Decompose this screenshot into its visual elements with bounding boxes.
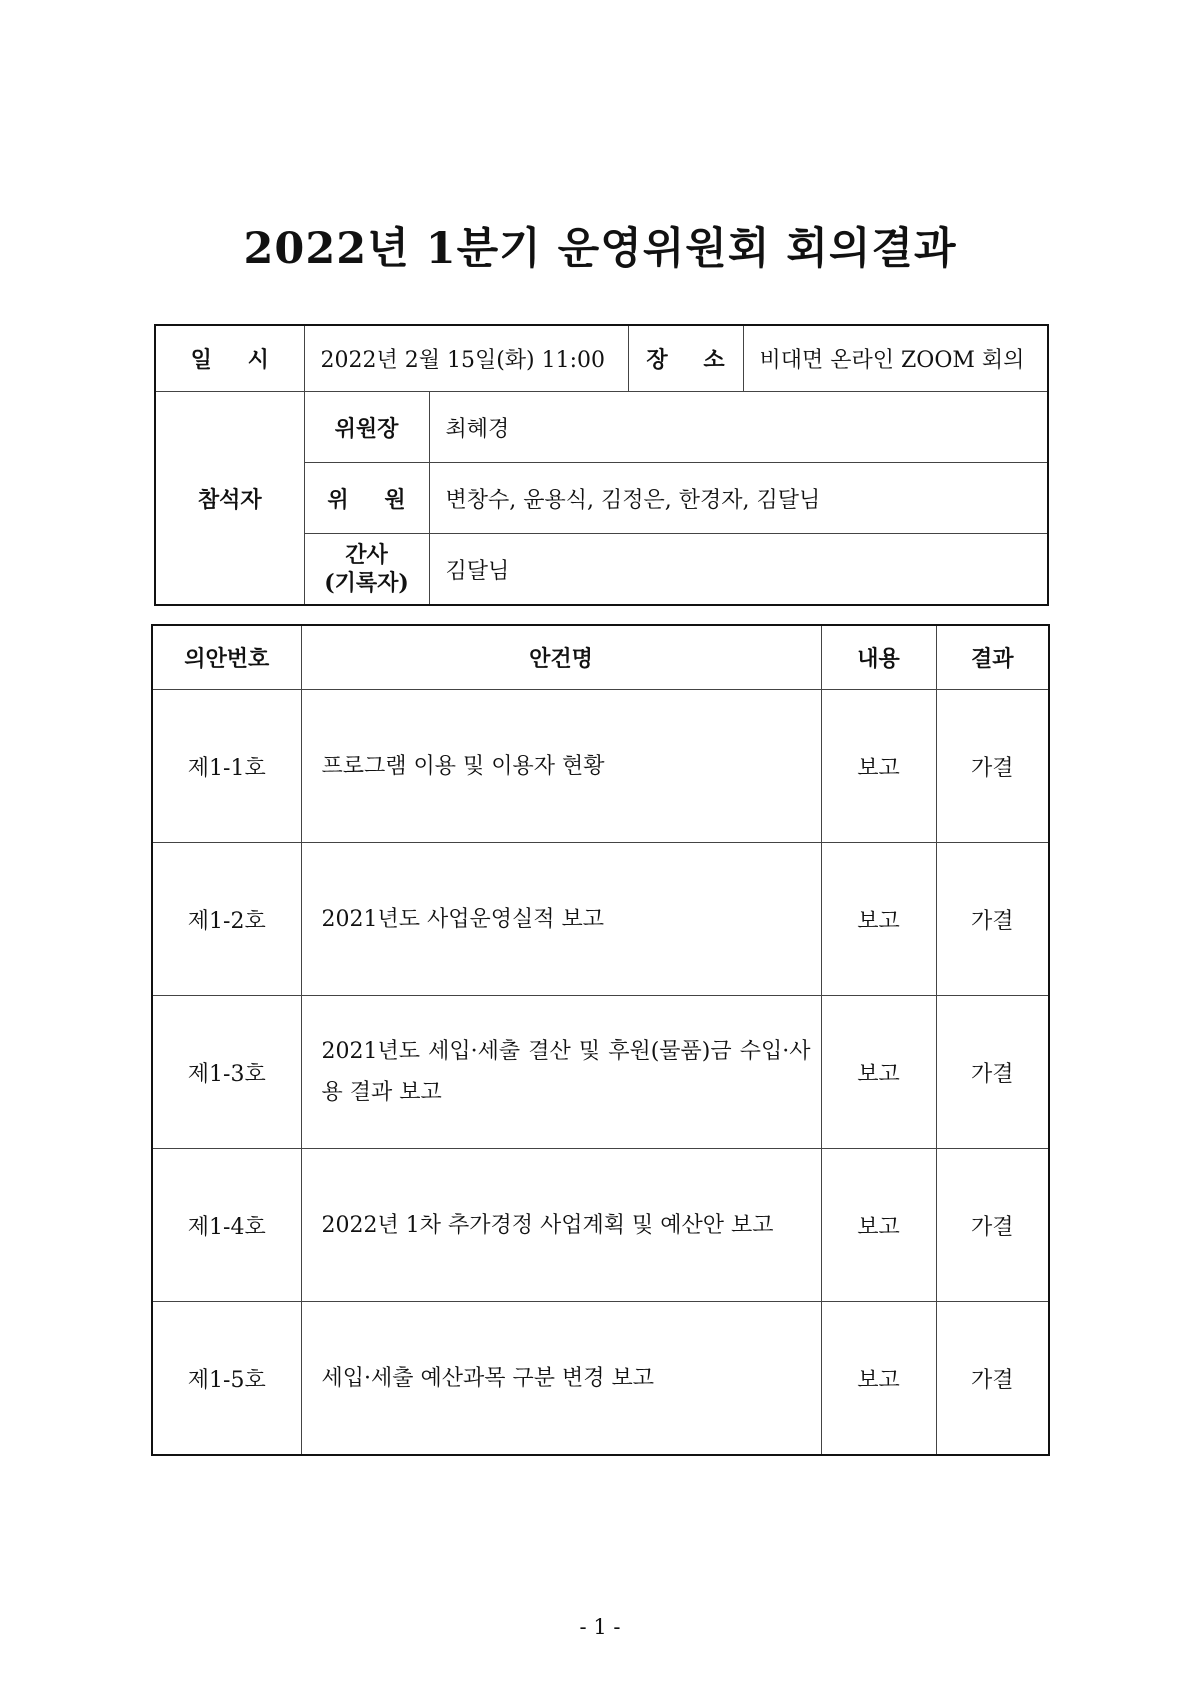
agenda-result: 가결: [936, 690, 1049, 843]
secretary-label-line2: (기록자): [324, 570, 409, 596]
chair-value: 최혜경: [429, 392, 1048, 463]
place-label-cell: [628, 325, 743, 392]
agenda-result: 가결: [936, 996, 1049, 1149]
agenda-result: 가결: [936, 843, 1049, 996]
date-value: 2022년 2월 15일(화) 11:00: [304, 325, 628, 392]
page-number: - 1 -: [579, 1615, 621, 1639]
agenda-content: 보고: [821, 1149, 936, 1302]
secretary-label-cell: [304, 534, 429, 606]
agenda-content: 보고: [821, 1302, 936, 1456]
agenda-content: 보고: [821, 996, 936, 1149]
agenda-row: [152, 1302, 1049, 1456]
agenda-row: [152, 843, 1049, 996]
secretary-label-line1: 간사: [345, 542, 388, 568]
date-label: 일 시: [190, 347, 283, 373]
agenda-number: 제1-2호: [152, 843, 301, 996]
header-content: 내용: [821, 625, 936, 690]
header-title: 안건명: [301, 625, 821, 690]
agenda-row: [152, 1149, 1049, 1302]
agenda-row: [152, 996, 1049, 1149]
agenda-title: 2021년도 세입·세출 결산 및 후원(물품)금 수입·사용 결과 보고: [301, 996, 821, 1149]
agenda-header-row: [152, 625, 1049, 690]
header-number: 의안번호: [152, 625, 301, 690]
secretary-value: 김달님: [429, 534, 1048, 606]
agenda-title: 2021년도 사업운영실적 보고: [301, 843, 821, 996]
agenda-result: 가결: [936, 1149, 1049, 1302]
members-label-cell: [304, 463, 429, 534]
place-label: 장 소: [646, 347, 739, 373]
agenda-row: [152, 690, 1049, 843]
members-label: 위 원: [327, 486, 420, 513]
members-value: 변창수, 윤용식, 김정은, 한경자, 김달님: [429, 463, 1048, 534]
agenda-number: 제1-1호: [152, 690, 301, 843]
agenda-content: 보고: [821, 690, 936, 843]
header-result: 결과: [936, 625, 1049, 690]
meeting-info-table: [154, 324, 1049, 606]
chair-label: 위원장: [304, 392, 429, 463]
agenda-result: 가결: [936, 1302, 1049, 1456]
page-title: 2022년 1분기 운영위원회 회의결과: [243, 224, 957, 274]
date-label-cell: [155, 325, 304, 392]
agenda-number: 제1-5호: [152, 1302, 301, 1456]
agenda-content: 보고: [821, 843, 936, 996]
agenda-table: [151, 624, 1050, 1456]
agenda-number: 제1-3호: [152, 996, 301, 1149]
agenda-title: 프로그램 이용 및 이용자 현황: [301, 690, 821, 843]
attendees-label: 참석자: [155, 392, 304, 606]
agenda-title: 세입·세출 예산과목 구분 변경 보고: [301, 1302, 821, 1456]
agenda-number: 제1-4호: [152, 1149, 301, 1302]
agenda-title: 2022년 1차 추가경정 사업계획 및 예산안 보고: [301, 1149, 821, 1302]
place-value: 비대면 온라인 ZOOM 회의: [743, 325, 1048, 392]
